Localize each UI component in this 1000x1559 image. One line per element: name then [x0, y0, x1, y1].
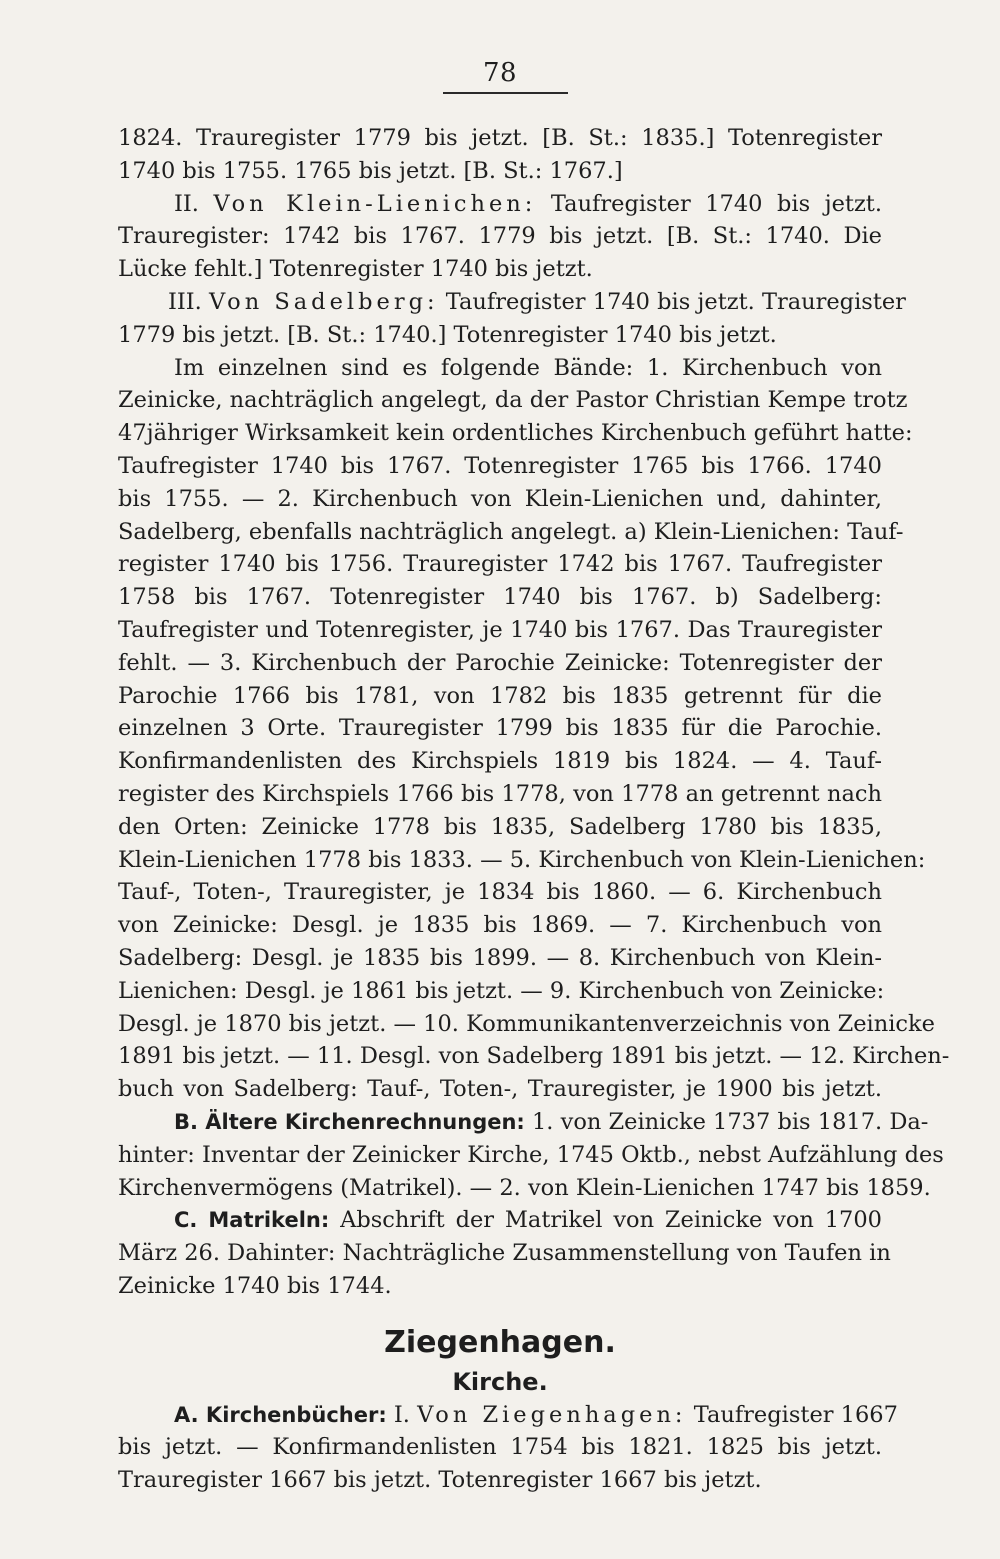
- text-line: Desgl. je 1870 bis jetzt. — 10. Kommunikantenverzeichnis von Zeinicke: [118, 1010, 935, 1037]
- page-number: 78: [482, 58, 518, 88]
- text-line: 1740 bis 1755. 1765 bis jetzt. [B. St.: 1767.]: [118, 157, 623, 184]
- text-line: Taufregister und Totenregister, je 1740 bis 1767. Das Trauregister: [118, 616, 882, 643]
- text-line-heading-kirchenrechnungen: [118, 1106, 929, 1139]
- place-name: Von Sadelberg:: [208, 288, 439, 315]
- place-section-subtitle: Kirche.: [452, 1367, 548, 1396]
- section-number: III.: [168, 288, 202, 315]
- section-number: II.: [174, 190, 199, 217]
- section-heading: C. Matrikeln:: [174, 1208, 330, 1233]
- text-line: Tauf-, Toten-, Trauregister, je 1834 bis 1860. — 6. Kirchenbuch: [118, 879, 882, 906]
- text-line-heading-matrikeln: [118, 1204, 882, 1237]
- text-line: Zeinicke 1740 bis 1744.: [118, 1272, 392, 1299]
- text-line-heading-kirchenbuecher: [118, 1399, 898, 1432]
- text-line: Parochie 1766 bis 1781, von 1782 bis 1835 getrennt für die: [118, 682, 882, 709]
- line-text: Abschrift der Matrikel von Zeinicke von 1700: [340, 1207, 882, 1234]
- section-heading: B. Ältere Kirchenrechnungen:: [174, 1109, 525, 1134]
- place-name: Von Klein-Lienichen:: [213, 190, 537, 217]
- line-text: 1. von Zeinicke 1737 bis 1817. Da-: [531, 1108, 929, 1135]
- text-line-place-klein-lienichen: [118, 188, 882, 221]
- line-text: Taufregister 1667: [693, 1401, 898, 1428]
- text-line: bis 1755. — 2. Kirchenbuch von Klein-Lienichen und, dahinter,: [118, 485, 882, 512]
- text-line-place-sadelberg: [118, 286, 906, 319]
- text-line: 1779 bis jetzt. [B. St.: 1740.] Totenregister 1740 bis jetzt.: [118, 321, 777, 348]
- text-line: register des Kirchspiels 1766 bis 1778, von 1778 an getrennt nach: [118, 780, 882, 807]
- section-number: I.: [393, 1401, 410, 1428]
- text-line: März 26. Dahinter: Nachträgliche Zusammenstellung von Taufen in: [118, 1240, 891, 1267]
- text-line: Lücke fehlt.] Totenregister 1740 bis jetzt.: [118, 256, 593, 283]
- section-heading: A. Kirchenbücher:: [174, 1402, 387, 1427]
- page-number-rule: [443, 92, 568, 94]
- text-line: Zeinicke, nachträglich angelegt, da der Pastor Christian Kempe trotz: [118, 387, 908, 414]
- text-line: buch von Sadelberg: Tauf-, Toten-, Trauregister, je 1900 bis jetzt.: [118, 1076, 882, 1103]
- text-line: Sadelberg: Desgl. je 1835 bis 1899. — 8. Kirchenbuch von Klein-: [118, 944, 882, 971]
- text-line: einzelnen 3 Orte. Trauregister 1799 bis 1835 für die Parochie.: [118, 715, 882, 742]
- text-line: Lienichen: Desgl. je 1861 bis jetzt. — 9. Kirchenbuch von Zeinicke:: [118, 977, 885, 1004]
- line-text: Taufregister 1740 bis jetzt. Trauregister: [445, 288, 906, 315]
- text-line: Trauregister: 1742 bis 1767. 1779 bis jetzt. [B. St.: 1740. Die: [118, 223, 882, 250]
- text-line: Im einzelnen sind es folgende Bände: 1. Kirchenbuch von: [174, 354, 882, 381]
- text-line: Sadelberg, ebenfalls nachträglich angelegt. a) Klein-Lienichen: Tauf-: [118, 518, 904, 545]
- text-line: 1758 bis 1767. Totenregister 1740 bis 1767. b) Sadelberg:: [118, 584, 882, 611]
- text-line: 47jähriger Wirksamkeit kein ordentliches Kirchenbuch geführt hatte:: [118, 420, 913, 447]
- text-line: register 1740 bis 1756. Trauregister 1742 bis 1767. Taufregister: [118, 551, 882, 578]
- line-text: Taufregister 1740 bis jetzt.: [550, 190, 882, 217]
- body-text: [118, 122, 950, 1497]
- place-section-title: Ziegenhagen.: [384, 1324, 616, 1360]
- text-line: von Zeinicke: Desgl. je 1835 bis 1869. — 7. Kirchenbuch von: [118, 912, 882, 939]
- text-line: Taufregister 1740 bis 1767. Totenregister 1765 bis 1766. 1740: [118, 452, 882, 479]
- text-line: Trauregister 1667 bis jetzt. Totenregister 1667 bis jetzt.: [118, 1467, 762, 1494]
- text-line: Klein-Lienichen 1778 bis 1833. — 5. Kirchenbuch von Klein-Lienichen:: [118, 846, 926, 873]
- text-line: hinter: Inventar der Zeinicker Kirche, 1745 Oktb., nebst Aufzählung des: [118, 1141, 944, 1168]
- text-line: bis jetzt. — Konfirmandenlisten 1754 bis 1821. 1825 bis jetzt.: [118, 1434, 882, 1461]
- text-line: den Orten: Zeinicke 1778 bis 1835, Sadelberg 1780 bis 1835,: [118, 813, 882, 840]
- text-line: Konfirmandenlisten des Kirchspiels 1819 bis 1824. — 4. Tauf-: [118, 748, 882, 775]
- text-line: 1824. Trauregister 1779 bis jetzt. [B. St.: 1835.] Totenregister: [118, 125, 882, 151]
- text-line: Kirchenvermögens (Matrikel). — 2. von Klein-Lienichen 1747 bis 1859.: [118, 1174, 931, 1201]
- place-name: Von Ziegenhagen:: [417, 1401, 687, 1428]
- text-line: fehlt. — 3. Kirchenbuch der Parochie Zeinicke: Totenregister der: [118, 649, 882, 676]
- text-line: 1891 bis jetzt. — 11. Desgl. von Sadelberg 1891 bis jetzt. — 12. Kirchen-: [118, 1043, 950, 1070]
